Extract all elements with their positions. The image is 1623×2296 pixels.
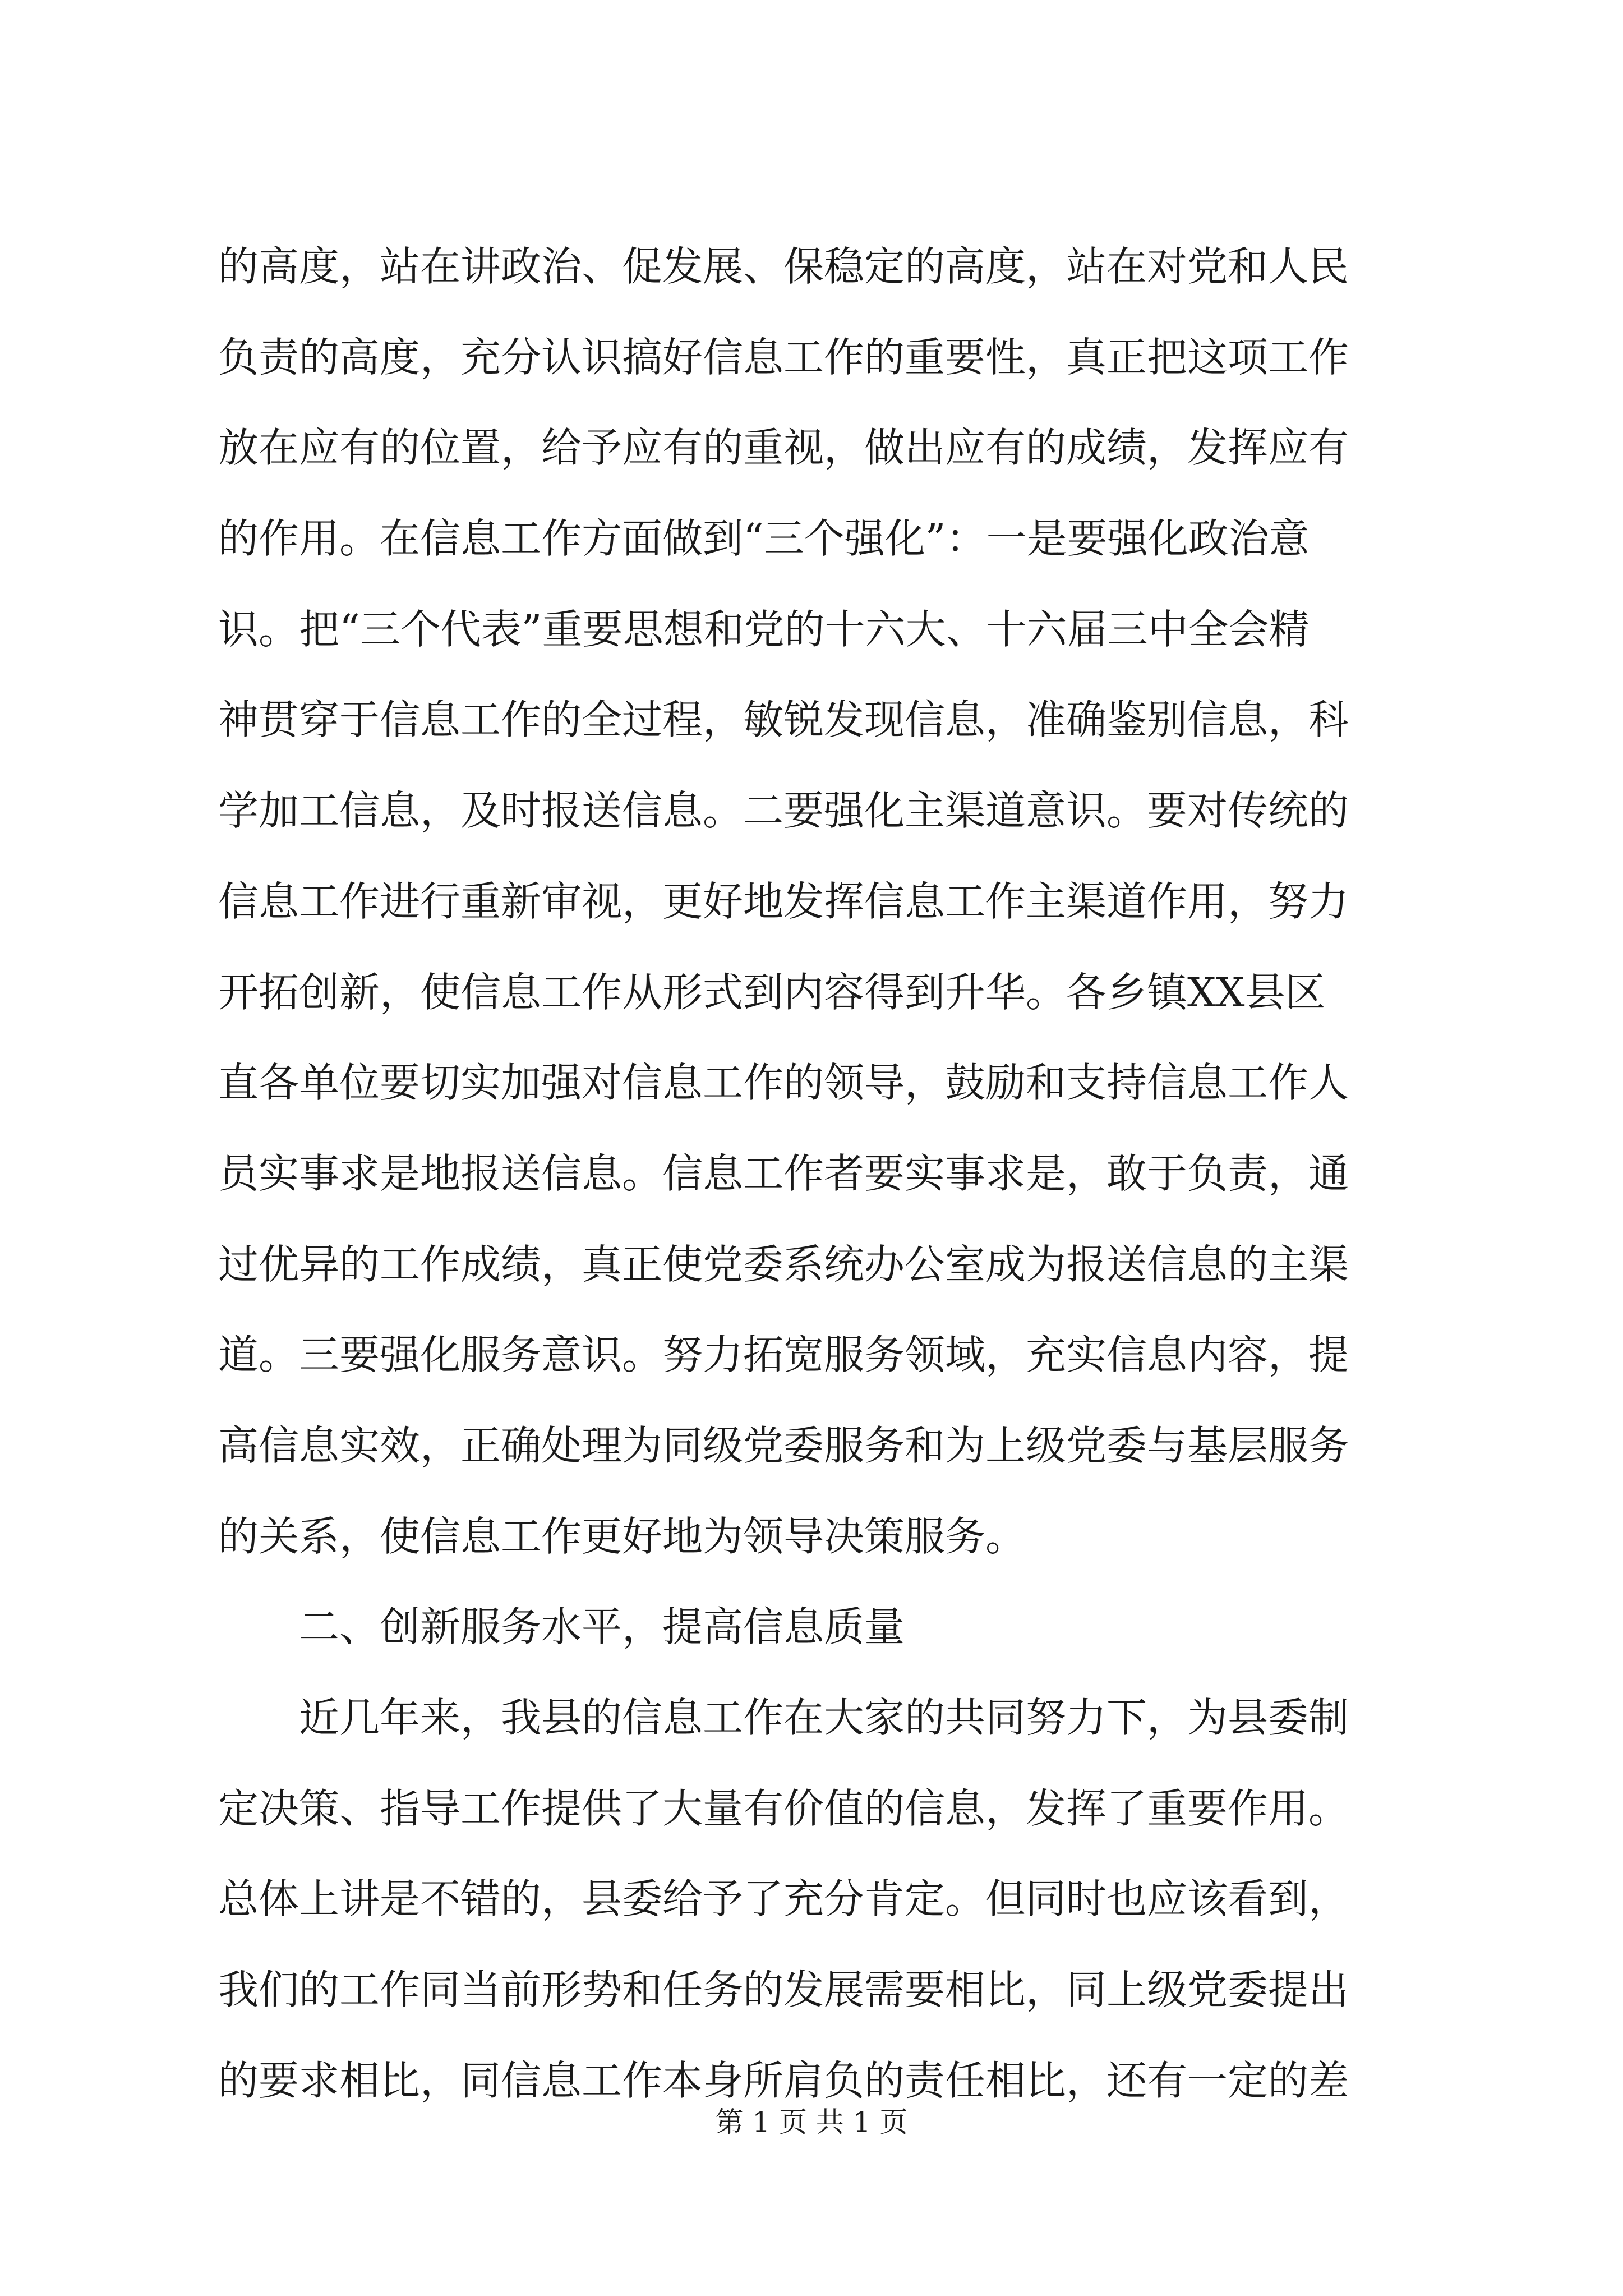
- section-heading: 二、创新服务水平，提高信息质量: [299, 1603, 905, 1651]
- text-line: 识。把“三个代表”重要思想和党的十六大、十六届三中全会精: [218, 605, 1310, 653]
- text-line: 开拓创新，使信息工作从形式到内容得到升华。各乡镇XX县区: [218, 968, 1326, 1016]
- text-line: 学加工信息，及时报送信息。二要强化主渠道意识。要对传统的: [218, 787, 1349, 835]
- text-line: 的要求相比，同信息工作本身所肩负的责任相比，还有一定的差: [218, 2056, 1349, 2104]
- text-line: 信息工作进行重新审视，更好地发挥信息工作主渠道作用，努力: [218, 877, 1349, 925]
- text-line: 近几年来，我县的信息工作在大家的共同努力下，为县委制: [299, 1694, 1349, 1741]
- text-line: 直各单位要切实加强对信息工作的领导，鼓励和支持信息工作人: [218, 1059, 1349, 1107]
- text-line: 过优异的工作成绩，真正使党委系统办公室成为报送信息的主渠: [218, 1240, 1349, 1288]
- text-line: 高信息实效，正确处理为同级党委服务和为上级党委与基层服务: [218, 1421, 1349, 1469]
- text-line: 的作用。在信息工作方面做到“三个强化”：一是要强化政治意: [218, 515, 1310, 563]
- text-line: 员实事求是地报送信息。信息工作者要实事求是，敢于负责，通: [218, 1149, 1349, 1197]
- document-body: [218, 222, 1438, 2126]
- text-line: 定决策、指导工作提供了大量有价值的信息，发挥了重要作用。: [218, 1784, 1349, 1832]
- text-line: 负责的高度，充分认识搞好信息工作的重要性，真正把这项工作: [218, 333, 1349, 381]
- text-line: 的关系，使信息工作更好地为领导决策服务。: [218, 1512, 1026, 1560]
- text-line: 道。三要强化服务意识。努力拓宽服务领域，充实信息内容，提: [218, 1331, 1349, 1379]
- text-line: 神贯穿于信息工作的全过程，敏锐发现信息，准确鉴别信息，科: [218, 696, 1349, 744]
- text-line: 的高度，站在讲政治、促发展、保稳定的高度，站在对党和人民: [218, 243, 1349, 290]
- text-line: 放在应有的位置，给予应有的重视，做出应有的成绩，发挥应有: [218, 424, 1349, 472]
- text-line: 总体上讲是不错的，县委给予了充分肯定。但同时也应该看到，: [218, 1875, 1349, 1923]
- text-line: 我们的工作同当前形势和任务的发展需要相比，同上级党委提出: [218, 1966, 1349, 2014]
- page-footer: 第 1 页 共 1 页: [715, 2106, 908, 2138]
